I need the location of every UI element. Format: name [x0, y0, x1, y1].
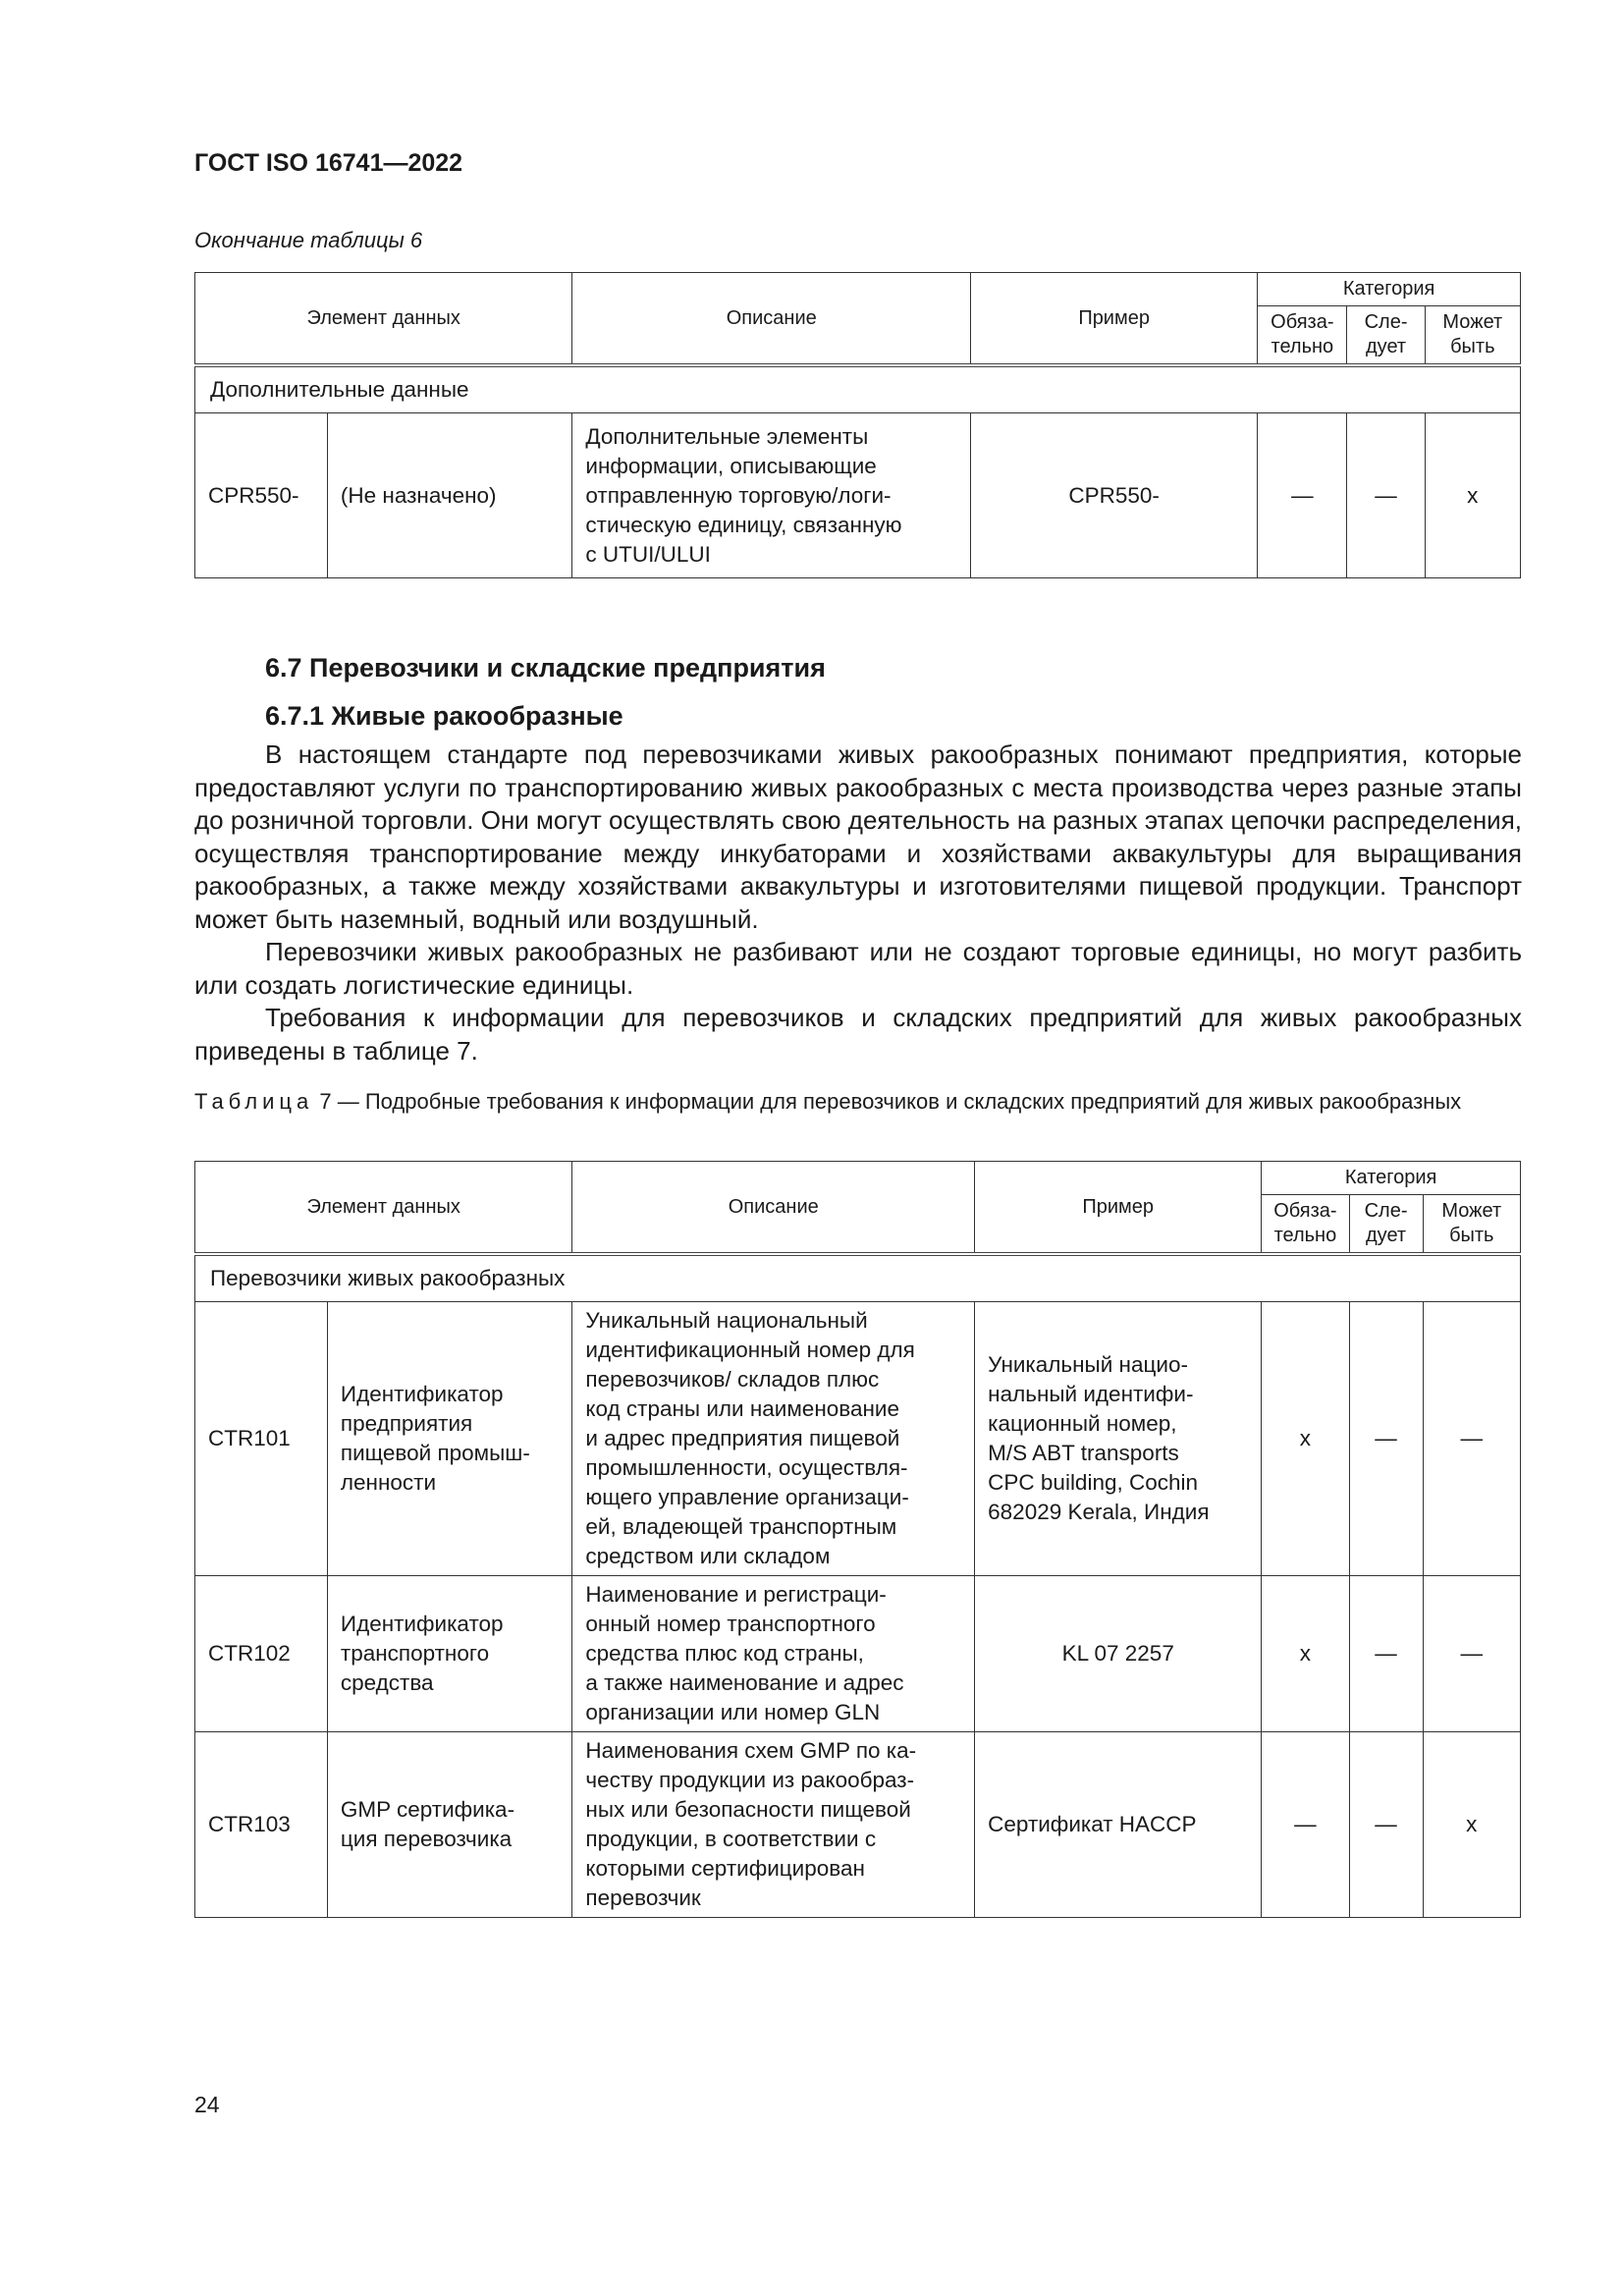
table-section-row: Дополнительные данные: [195, 365, 1521, 413]
header-category: Категория: [1262, 1162, 1521, 1195]
cell-mandatory: x: [1262, 1302, 1349, 1576]
header-should: Сле- дует: [1347, 306, 1425, 366]
cell-name: Идентификатор транспортного средства: [327, 1576, 572, 1732]
cell-mandatory: x: [1262, 1576, 1349, 1732]
cell-should: —: [1347, 413, 1425, 578]
header-description: Описание: [572, 273, 971, 366]
header-description: Описание: [572, 1162, 975, 1255]
cell-mandatory: —: [1258, 413, 1347, 578]
page-number: 24: [194, 2092, 220, 2117]
header-category: Категория: [1258, 273, 1521, 306]
cell-should: —: [1349, 1576, 1423, 1732]
header-should: Сле- дует: [1349, 1195, 1423, 1255]
section-heading: 6.7 Перевозчики и складские предприятия: [265, 653, 826, 683]
header-mandatory: Обяза- тельно: [1258, 306, 1347, 366]
cell-description: Наименования схем GMP по ка- честву продукции из ракообраз- ных или безопасности пищевой продукции, в соответствии с которыми сертифицирован перевозчик: [572, 1732, 975, 1918]
cell-description: Дополнительные элементы информации, описывающие отправленную торговую/логи- стическую единицу, связанную с UTUI/ULUI: [572, 413, 971, 578]
document-header: ГОСТ ISO 16741—2022: [194, 149, 463, 177]
table-row: [195, 413, 1521, 578]
cell-code: CTR101: [195, 1302, 328, 1576]
header-may: Может быть: [1425, 306, 1520, 366]
cell-name: Идентификатор предприятия пищевой промыш- ленности: [327, 1302, 572, 1576]
cell-may: —: [1423, 1302, 1520, 1576]
header-may: Может быть: [1423, 1195, 1520, 1255]
cell-may: —: [1423, 1576, 1520, 1732]
header-element: Элемент данных: [195, 273, 572, 366]
table-6: [194, 272, 1521, 578]
cell-example: KL 07 2257: [975, 1576, 1262, 1732]
cell-may: x: [1423, 1732, 1520, 1918]
cell-may: x: [1425, 413, 1520, 578]
header-example: Пример: [975, 1162, 1262, 1255]
cell-should: —: [1349, 1302, 1423, 1576]
header-element: Элемент данных: [195, 1162, 572, 1255]
paragraph: Перевозчики живых ракообразных не разбивают или не создают торговые единицы, но могут разбить или создать логистические единицы.: [194, 937, 1522, 1000]
header-example: Пример: [971, 273, 1258, 366]
paragraph: В настоящем стандарте под перевозчиками живых ракообразных понимают предприятия, которые предоставляют услуги по транспортированию живых ракообразных с места производства через разные этапы до розничной торговли. Они могут осуществлять свою деятельность на разных этапах цепочки распределения, осуществляя транспортирование между инкубаторами и хозяйствами аквакультуры для выращивания ракообразных, а также между хозяйствами аквакультуры и изготовителями пищевой продукции. Транспорт может быть наземный, водный или воздушный.: [194, 739, 1522, 934]
cell-should: —: [1349, 1732, 1423, 1918]
cell-mandatory: —: [1262, 1732, 1349, 1918]
table-row: [195, 1732, 1521, 1918]
cell-name: GMP сертифика- ция перевозчика: [327, 1732, 572, 1918]
header-mandatory: Обяза- тельно: [1262, 1195, 1349, 1255]
subsection-heading: 6.7.1 Живые ракообразные: [265, 701, 623, 731]
body-text: [194, 738, 1522, 1067]
cell-code: CPR550-: [195, 413, 328, 578]
table-caption: [194, 1088, 1522, 1116]
cell-example: CPR550-: [971, 413, 1258, 578]
table-continuation-label: Окончание таблицы 6: [194, 228, 423, 252]
cell-code: CTR102: [195, 1576, 328, 1732]
table-row: [195, 1576, 1521, 1732]
cell-description: Уникальный национальный идентификационный номер для перевозчиков/ складов плюс код страны или наименование и адрес предприятия пищевой промышленности, осуществля- ющего управление организаци- ей, владеющей транспортным средством или складом: [572, 1302, 975, 1576]
table-section-row: Перевозчики живых ракообразных: [195, 1254, 1521, 1302]
cell-name: (Не назначено): [327, 413, 572, 578]
paragraph: Требования к информации для перевозчиков и складских предприятий для живых ракообразных приведены в таблице 7.: [194, 1003, 1522, 1066]
table-row: [195, 1302, 1521, 1576]
cell-example: Сертификат HACCP: [975, 1732, 1262, 1918]
cell-code: CTR103: [195, 1732, 328, 1918]
table-caption-label: Таблица: [194, 1089, 314, 1114]
cell-description: Наименование и регистраци- онный номер транспортного средства плюс код страны, а также наименование и адрес организации или номер GLN: [572, 1576, 975, 1732]
table-7: [194, 1161, 1521, 1918]
cell-example: Уникальный нацио- нальный идентифи- кационный номер, M/S ABT transports CPC building, Cochin 682029 Kerala, Индия: [975, 1302, 1262, 1576]
table-caption-text: 7 — Подробные требования к информации для перевозчиков и складских предприятий для живых ракообразных: [319, 1089, 1462, 1114]
